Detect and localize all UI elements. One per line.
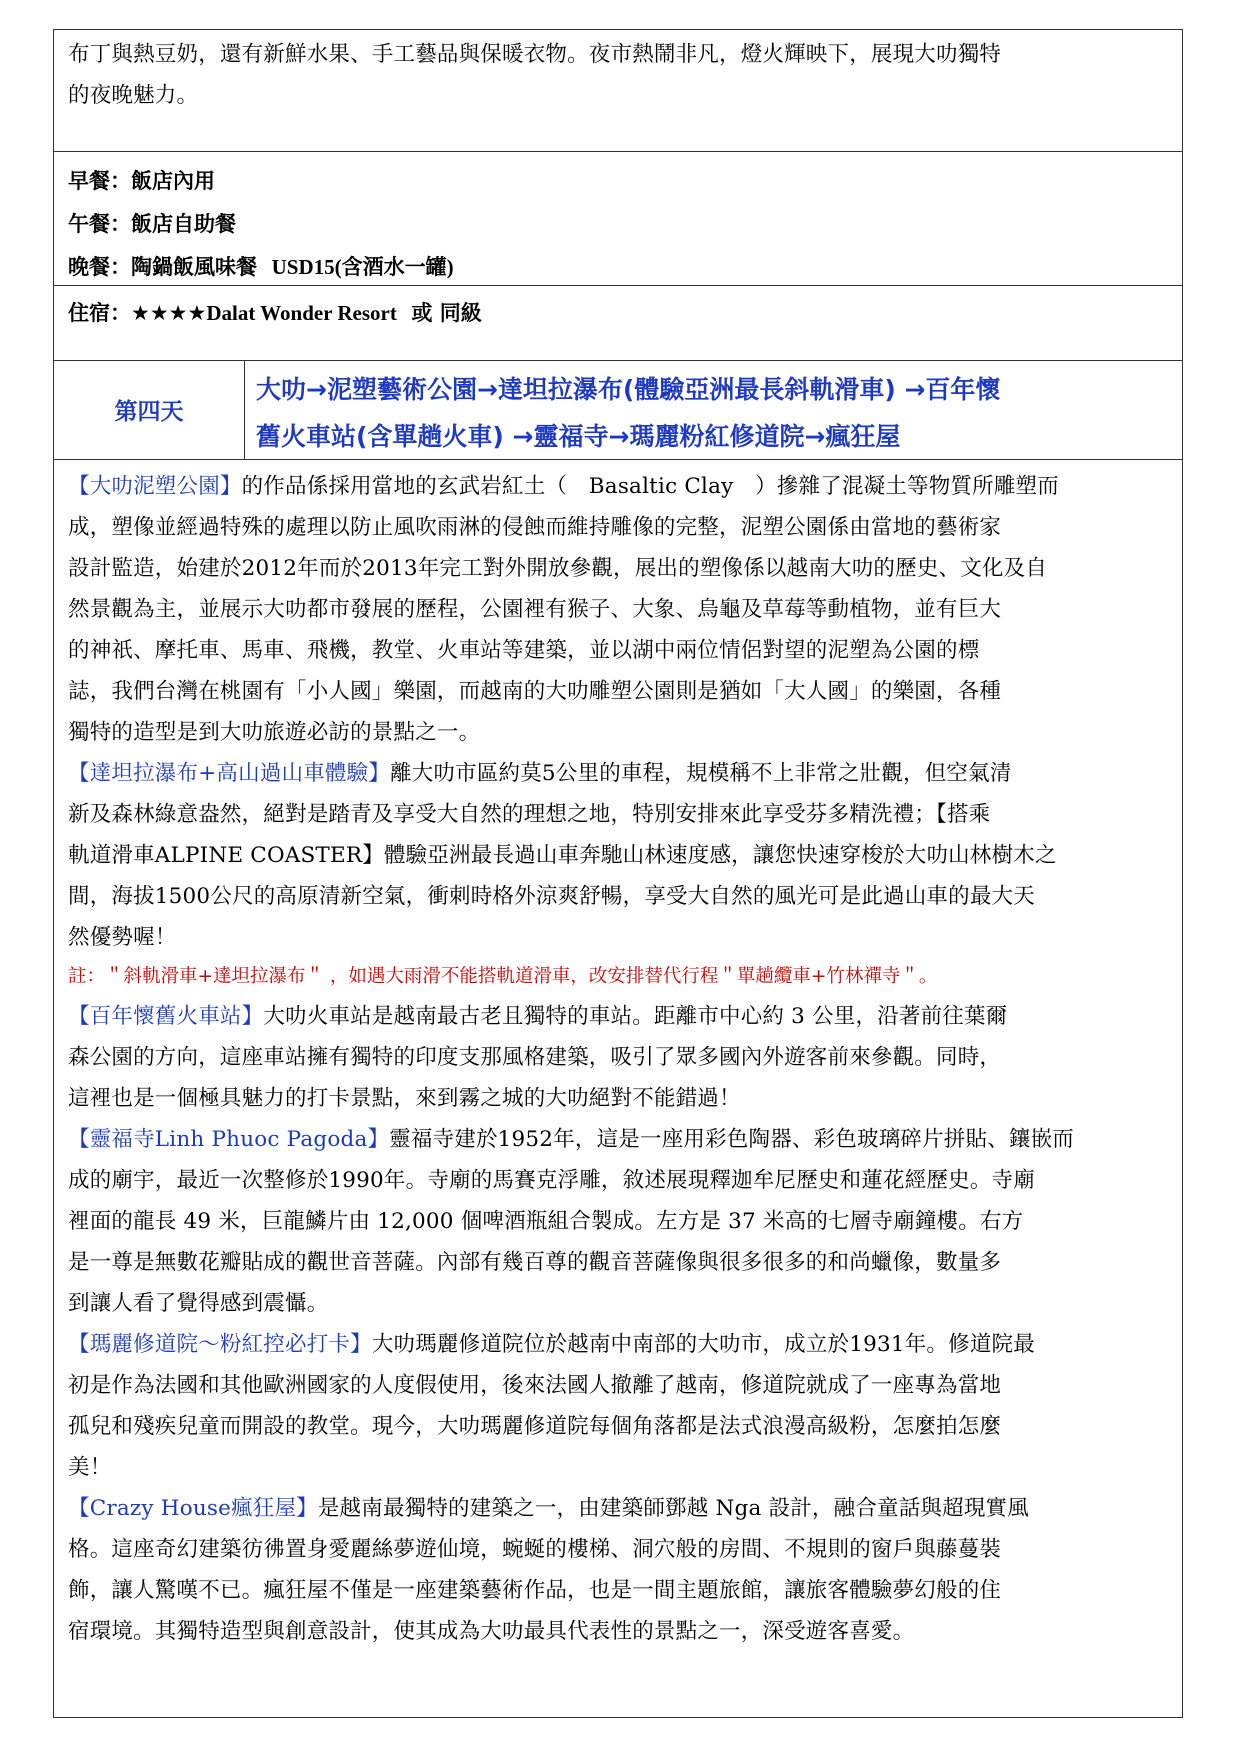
dinner-price: USD15(含酒水一罐) [271,255,454,279]
star-rating-icon: ★★★★ [131,301,207,325]
lunch-label: 午餐： [68,212,131,236]
paragraph-line: 森公園的方向，這座車站擁有獨特的印度支那風格建築，吸引了眾多國內外遊客前來參觀。同時， [68,1045,1002,1070]
breakfast-value: 飯店內用 [131,169,215,193]
paragraph-line: 間，海拔1500公尺的高原清新空氣，衝刺時格外涼爽舒暢，享受大自然的風光可是此過山車的最大天 [68,884,1035,909]
paragraph-line: 然優勢喔！ [68,925,177,950]
itinerary-table [53,29,1183,1718]
attraction-title: 【達坦拉瀑布+高山過山車體驗】 [68,761,391,786]
paragraph-line: 軌道滑車ALPINE COASTER】體驗亞洲最長過山車奔馳山林速度感，讓您快速穿梭於大叻山林樹木之 [68,843,1057,868]
paragraph-line: 美！ [68,1455,112,1480]
intro-line: 的夜晚魅力。 [68,83,199,108]
attraction-title: 【靈福寺Linh Phuoc Pagoda】 [68,1127,390,1152]
paragraph-line: 的神祇、摩托車、馬車、飛機，教堂、火車站等建築，並以湖中兩位情侶對望的泥塑為公園的標 [68,638,980,663]
attraction-datanla [68,753,1074,996]
paragraph-line: 裡面的龍長 49 米，巨龍鱗片由 12,000 個啤酒瓶組合製成。左方是 37 米高的七層寺廟鐘樓。右方 [68,1209,1024,1234]
lodging-section [68,292,482,335]
attraction-title: 【Crazy House瘋狂屋】 [68,1496,318,1521]
paragraph-line: 飾，讓人驚嘆不已。瘋狂屋不僅是一座建築藝術作品，也是一間主題旅館，讓旅客體驗夢幻般的住 [68,1578,1002,1603]
paragraph-line: 離大叻市區約莫5公里的車程，規模稱不上非常之壯觀，但空氣清 [390,761,1012,786]
attraction-linh-phuoc [68,1119,1074,1324]
lodging-label: 住宿： [68,301,131,325]
route-cell [256,366,1000,460]
paragraph-line: 成，塑像並經過特殊的處理以防止風吹雨淋的侵蝕而維持雕像的完整，泥塑公園係由當地的藝術家 [68,515,1002,540]
attraction-domaine [68,1324,1074,1488]
paragraph-line: 這裡也是一個極具魅力的打卡景點，來到霧之城的大叻絕對不能錯過！ [68,1086,741,1111]
breakfast-row [68,160,454,203]
paragraph-line: 宿環境。其獨特造型與創意設計，使其成為大叻最具代表性的景點之一，深受遊客喜愛。 [68,1619,915,1644]
breakfast-label: 早餐： [68,169,131,193]
intro-line: 布丁與熱豆奶，還有新鮮水果、手工藝品與保暖衣物。夜市熱鬧非凡，燈火輝映下，展現大叻獨特 [68,42,1002,67]
paragraph-line: 孤兒和殘疾兒童而開設的教堂。現今，大叻瑪麗修道院每個角落都是法式浪漫高級粉，怎麼拍怎麼 [68,1414,1002,1439]
paragraph-line: 到讓人看了覺得感到震懾。 [68,1291,329,1316]
route-line: 舊火車站(含單趟火車) →靈福寺→瑪麗粉紅修道院→瘋狂屋 [256,422,901,451]
paragraph-line: 新及森林綠意盎然，絕對是踏青及享受大自然的理想之地，特別安排來此享受芬多精洗禮；【搭乘 [68,802,991,827]
attraction-title: 【大叻泥塑公園】 [68,474,242,499]
attraction-station [68,996,1074,1119]
paragraph-line: 格。這座奇幻建築彷彿置身愛麗絲夢遊仙境，蜿蜒的樓梯、洞穴般的房間、不規則的窗戶與藤蔓裝 [68,1537,1002,1562]
lodging-row [68,292,482,335]
day-label: 第四天 [114,399,184,425]
paragraph-line: 初是作為法國和其他歐洲國家的人度假使用，後來法國人撤離了越南，修道院就成了一座專為當地 [68,1373,1002,1398]
paragraph-line: 獨特的造型是到大叻旅遊必訪的景點之一。 [68,720,481,745]
paragraph-line: 的作品係採用當地的玄武岩紅土（ Basaltic Clay ）摻雜了混凝土等物質所雕塑而 [241,474,1059,499]
paragraph-line: 大叻瑪麗修道院位於越南中南部的大叻市，成立於1931年。修道院最 [371,1332,1035,1357]
column-divider [244,360,245,459]
paragraph-line: 成的廟宇，最近一次整修於1990年。寺廟的馬賽克浮雕，敘述展現釋迦牟尼歷史和蓮花經歷史。寺廟 [68,1168,1035,1193]
paragraph-line: 是一尊是無數花瓣貼成的觀世音菩薩。內部有幾百尊的觀音菩薩像與很多很多的和尚蠟像，數量多 [68,1250,1002,1275]
attraction-clay-park [68,466,1074,753]
attraction-title: 【瑪麗修道院～粉紅控必打卡】 [68,1332,372,1357]
dinner-row [68,246,454,289]
paragraph-line: 靈福寺建於1952年，這是一座用彩色陶器、彩色玻璃碎片拼貼、鑲嵌而 [389,1127,1074,1152]
paragraph-line: 然景觀為主，並展示大叻都市發展的歷程，公園裡有猴子、大象、烏龜及草莓等動植物，並有巨大 [68,597,1002,622]
meals-section [68,160,454,289]
intro-section [68,34,1001,116]
paragraph-line: 是越南最獨特的建築之一，由建築師鄧越 Nga 設計，融合童話與超現實風 [317,1496,1029,1521]
hotel-alternative: 或 同級 [411,301,482,325]
paragraph-line: 大叻火車站是越南最古老且獨特的車站。距離市中心約 3 公里，沿著前往葉爾 [263,1004,1008,1029]
dinner-label: 晚餐： [68,255,131,279]
paragraph-line: 誌，我們台灣在桃園有「小人國」樂園，而越南的大叻雕塑公園則是猶如「大人國」的樂園，各種 [68,679,1002,704]
hotel-name: Dalat Wonder Resort [206,301,397,325]
attraction-title: 【百年懷舊火車站】 [68,1004,264,1029]
paragraph-line: 設計監造，始建於2012年而於2013年完工對外開放參觀，展出的塑像係以越南大叻的歷史、文化及自 [68,556,1048,581]
lunch-row [68,203,454,246]
attraction-crazy-house [68,1488,1074,1652]
dinner-value: 陶鍋飯風味餐 [131,255,257,279]
datanla-note: 註：＂斜軌滑車+達坦拉瀑布＂ ，如遇大雨滑不能搭軌道滑車，改安排替代行程＂單趟纜車+竹林禪寺＂。 [68,966,938,987]
route-line: 大叻→泥塑藝術公園→達坦拉瀑布(體驗亞洲最長斜軌滑車) →百年懷 [256,375,1001,404]
day-label-cell [54,360,244,459]
attractions-section [68,466,1074,1652]
row-divider [54,151,1182,152]
lunch-value: 飯店自助餐 [131,212,236,236]
